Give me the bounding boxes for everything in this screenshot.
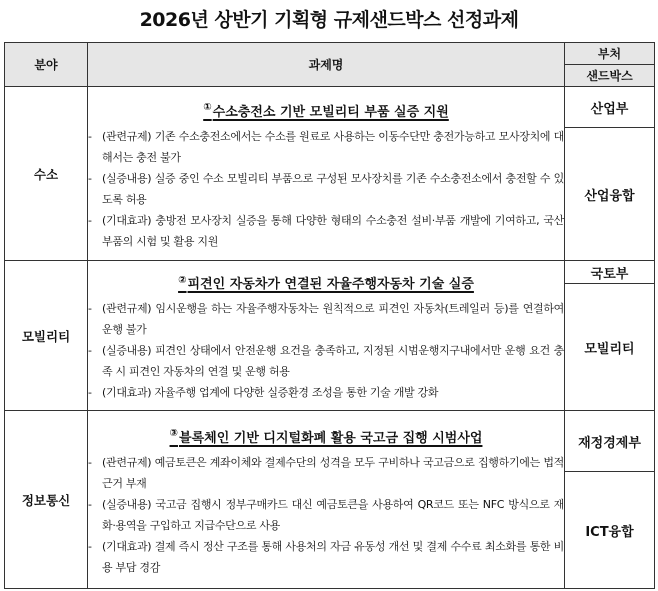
dash-icon: - — [88, 213, 92, 227]
task-item: - (기대효과) 결제 즉시 정산 구조를 통해 사용처의 자금 유동성 개선 및 결제 수수료 최소화를 통한 비용 부담 경감 — [88, 536, 564, 578]
task-cell — [88, 87, 565, 261]
page-title: 2026년 상반기 기획형 규제샌드박스 선정과제 — [139, 9, 519, 31]
table-header-row — [5, 43, 655, 87]
task-item: - (실증내용) 피견인 상태에서 안전운행 요건을 충족하고, 지정된 시범운행지구내에서만 운행 요건 충족 시 피견인 자동차의 연결 및 운행 허용 — [88, 340, 564, 382]
task-cell — [88, 411, 565, 589]
sandbox-name: 모빌리티 — [584, 341, 635, 357]
task-number: ② — [178, 274, 187, 286]
header-field: 분야 — [5, 43, 88, 87]
task-number: ③ — [169, 428, 179, 440]
field-cell: 모빌리티 — [5, 261, 88, 411]
task-item: - (기대효과) 자율주행 업계에 다양한 실증환경 조성을 통한 기술 개발 강화 — [88, 382, 564, 403]
ministry-name: 재정경제부 — [565, 411, 654, 472]
dash-icon: - — [88, 497, 92, 511]
task-item: - (관련규제) 기존 수소충전소에서는 수소를 원료로 사용하는 이동수단만 충전가능하고 모사장치에 대해서는 충전 불가 — [88, 126, 564, 168]
task-item: - (관련규제) 예금토큰은 계좌이체와 결제수단의 성격을 모두 구비하나 국고금으로 집행하기에는 법적 근거 부재 — [88, 452, 564, 494]
ministry-cell — [565, 261, 655, 411]
field-cell: 수소 — [5, 87, 88, 261]
ministry-name: 국토부 — [565, 261, 654, 284]
task-title-text: 피견인 자동차가 연결된 자율주행자동차 기술 실증 — [187, 277, 474, 292]
dash-icon: - — [88, 171, 92, 185]
dash-icon: - — [88, 129, 92, 143]
task-cell — [88, 261, 565, 411]
task-title — [88, 101, 564, 120]
sandbox-name: ICT융합 — [585, 524, 634, 540]
task-item: - (실증내용) 실증 중인 수소 모빌리티 부품으로 구성된 모사장치를 기존 수소충전소에서 충전할 수 있도록 허용 — [88, 168, 564, 210]
ministry-cell — [565, 87, 655, 261]
sandbox-name: 산업융합 — [584, 188, 635, 204]
dash-icon: - — [88, 539, 92, 553]
dash-icon: - — [88, 302, 92, 315]
dash-icon: - — [88, 386, 92, 399]
task-title-text: 수소충전소 기반 모빌리티 부품 실증 지원 — [212, 104, 449, 120]
table-row — [5, 411, 655, 589]
dash-icon: - — [88, 344, 92, 357]
sandbox-table — [4, 42, 655, 589]
task-item: - (실증내용) 국고금 집행시 정부구매카드 대신 예금토큰을 사용하여 QR코드 또는 NFC 방식으로 재화·용역을 구입하고 지급수단으로 사용 — [88, 494, 564, 536]
header-ministry: 부처 — [565, 43, 654, 65]
task-title — [88, 427, 564, 446]
table-row — [5, 261, 655, 411]
task-title-text: 블록체인 기반 디지털화폐 활용 국고금 집행 시범사업 — [179, 430, 483, 446]
ministry-name: 산업부 — [565, 87, 654, 128]
task-item: - (관련규제) 임시운행을 하는 자율주행자동차는 원칙적으로 피견인 자동차(트레일러 등)를 연결하여 운행 불가 — [88, 298, 564, 340]
header-ministry-sandbox — [565, 43, 655, 87]
table-row — [5, 87, 655, 261]
ministry-cell — [565, 411, 655, 589]
header-sandbox: 샌드박스 — [586, 69, 633, 83]
task-title — [88, 273, 564, 292]
header-task: 과제명 — [88, 43, 565, 87]
task-item: - (기대효과) 충방전 모사장치 실증을 통해 다양한 형태의 수소충전 설비·부품 개발에 기여하고, 국산 부품의 시험 및 활용 지원 — [88, 210, 564, 252]
field-cell: 정보통신 — [5, 411, 88, 589]
dash-icon: - — [88, 455, 92, 469]
task-number: ① — [203, 102, 212, 114]
